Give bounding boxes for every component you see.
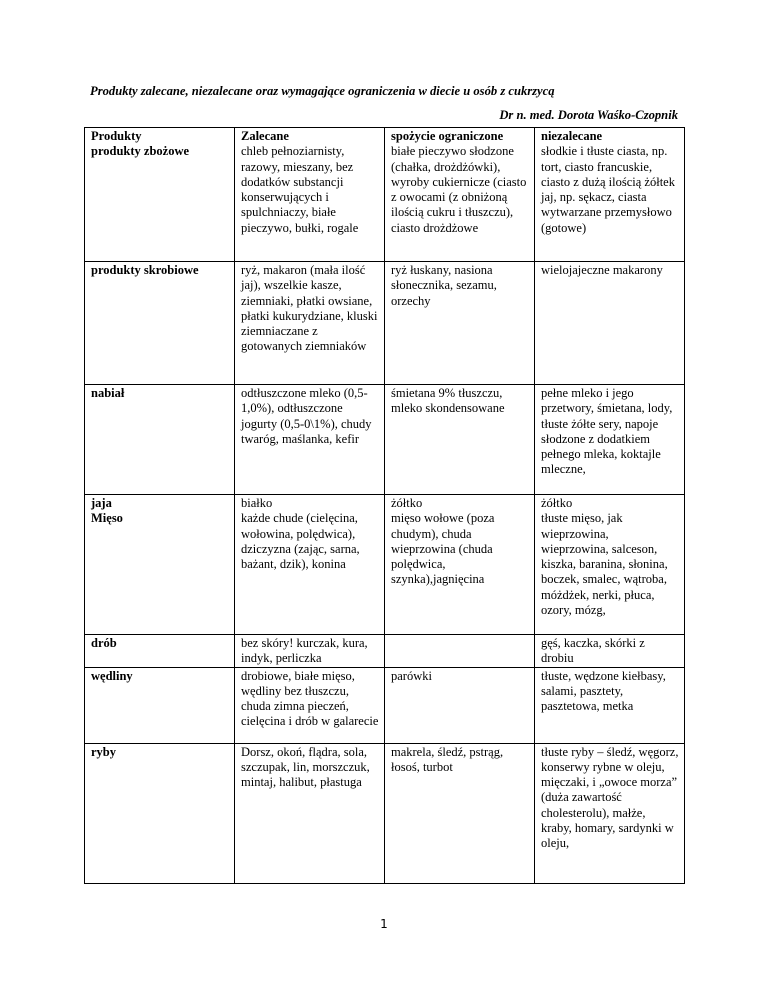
cell-text: bez skóry! kurczak, kura, indyk, perliczka xyxy=(241,636,368,666)
cell-text: odtłuszczone mleko (0,5-1,0%), odtłuszczone jogurty (0,5-0\1%), chudy twaróg, maślanka, kefir xyxy=(241,386,372,446)
table-row xyxy=(85,743,685,883)
diet-products-table xyxy=(84,127,685,884)
table-row xyxy=(85,495,685,635)
cell-text: ryż, makaron (mała ilość jaj), wszelkie kasze, ziemniaki, płatki owsiane, płatki kukurydziane, kluski ziemniaczane z gotowanych ziemniaków xyxy=(241,263,378,354)
table-row xyxy=(85,385,685,495)
cell-text: mięso wołowe (poza chudym), chuda wieprzowina (chuda polędwica, szynka),jagnięcina xyxy=(391,511,495,587)
table-cell xyxy=(235,262,385,385)
table-cell xyxy=(535,635,685,668)
table-cell xyxy=(385,128,535,262)
table-cell xyxy=(385,385,535,495)
cell-text: gęś, kaczka, skórki z drobiu xyxy=(541,636,645,666)
cell-text: każde chude (cielęcina, wołowina, polędwica), dziczyzna (zając, sarna, bażant, dzik), konina xyxy=(241,511,360,572)
cell-text: makrela, śledź, pstrąg, łosoś, turbot xyxy=(391,744,504,774)
cell-text: żółtko xyxy=(391,496,423,510)
cell-text: drobiowe, białe mięso, wędliny bez tłuszczu, chuda zimna pieczeń, cielęcina i drób w galarecie xyxy=(241,668,379,729)
table-cell xyxy=(235,635,385,668)
column-header-zalecane: Zalecane xyxy=(241,129,289,143)
column-header-produkty: Produkty xyxy=(91,129,142,143)
table-cell xyxy=(535,743,685,883)
cell-text: parówki xyxy=(391,668,432,683)
cell-text: żółtko xyxy=(541,496,573,510)
category-label: drób xyxy=(91,636,117,650)
table-cell xyxy=(85,667,235,743)
cell-text: tłuste mięso, jak wieprzowina, wieprzowina, salceson, kiszka, baranina, słonina, boczek, smalec, wątroba, móżdżek, nerki, płuca, ozory, mózg, xyxy=(541,511,668,618)
table-cell xyxy=(235,667,385,743)
cell-text: pełne mleko i jego przetwory, śmietana, lody, tłuste żółte sery, napoje słodzone z dodatkiem pełnego mleka, koktajle mleczne, xyxy=(541,386,673,477)
cell-text: tłuste, wędzone kiełbasy, salami, pasztety, pasztetowa, metka xyxy=(541,668,666,714)
table-cell xyxy=(85,128,235,262)
table-cell xyxy=(85,262,235,385)
table-cell xyxy=(535,495,685,635)
table-cell xyxy=(385,667,535,743)
cell-text: wielojajeczne makarony xyxy=(541,263,663,277)
category-label: wędliny xyxy=(91,668,133,683)
table-cell xyxy=(85,635,235,668)
table-row xyxy=(85,635,685,668)
table-cell xyxy=(85,495,235,635)
document-title: Produkty zalecane, niezalecane oraz wymagające ograniczenia w diecie u osób z cukrzycą xyxy=(90,84,555,98)
table-cell xyxy=(535,262,685,385)
table-cell xyxy=(385,743,535,883)
cell-text: chleb pełnoziarnisty, razowy, mieszany, bez dodatków substancji konserwujących i spulchniaczy, białe pieczywo, bułki, rogale xyxy=(241,144,359,235)
table-row xyxy=(85,128,685,262)
cell-text: śmietana 9% tłuszczu, mleko skondensowane xyxy=(391,386,505,416)
table-cell xyxy=(235,495,385,635)
table-row xyxy=(85,667,685,743)
table-cell xyxy=(85,385,235,495)
column-header-niezalecane: niezalecane xyxy=(541,129,603,143)
category-label: produkty zbożowe xyxy=(91,144,190,159)
category-label: produkty skrobiowe xyxy=(91,263,199,277)
column-header-ograniczone: spożycie ograniczone xyxy=(391,129,504,143)
table-cell xyxy=(235,743,385,883)
cell-text: białko xyxy=(241,496,273,510)
table-cell xyxy=(535,128,685,262)
table-row xyxy=(85,262,685,385)
cell-text: Dorsz, okoń, flądra, sola, szczupak, lin, morszczuk, mintaj, halibut, płastuga xyxy=(241,744,370,790)
cell-text: słodkie i tłuste ciasta, np. tort, ciasto francuskie, ciasto z dużą ilością żółtek jaj, np. sękacz, ciasta wytwarzane przemysłowo (gotowe) xyxy=(541,144,675,235)
table-cell xyxy=(385,495,535,635)
category-label: Mięso xyxy=(91,511,123,526)
page-number: 1 xyxy=(380,917,388,931)
table-cell xyxy=(535,385,685,495)
table-cell xyxy=(385,262,535,385)
table-cell xyxy=(535,667,685,743)
cell-text: ryż łuskany, nasiona słonecznika, sezamu, orzechy xyxy=(391,263,497,308)
table-cell xyxy=(385,635,535,668)
category-label: ryby xyxy=(91,744,116,759)
category-label: nabiał xyxy=(91,386,125,400)
cell-text: białe pieczywo słodzone (chałka, drożdżówki), wyroby cukiernicze (ciasto z owocami (z obniżoną ilością cukru i tłuszczu), ciasto drożdżowe xyxy=(391,144,527,235)
document-author: Dr n. med. Dorota Waśko-Czopnik xyxy=(499,108,678,122)
table-cell xyxy=(235,128,385,262)
category-label: jaja xyxy=(91,496,112,510)
table-cell xyxy=(235,385,385,495)
cell-text: tłuste ryby – śledź, węgorz, konserwy rybne w oleju, mięczaki, i „owoce morza” (duża zawartość cholesterolu), małże, kraby, homary, sardynki w oleju, xyxy=(541,744,679,851)
table-cell xyxy=(85,743,235,883)
